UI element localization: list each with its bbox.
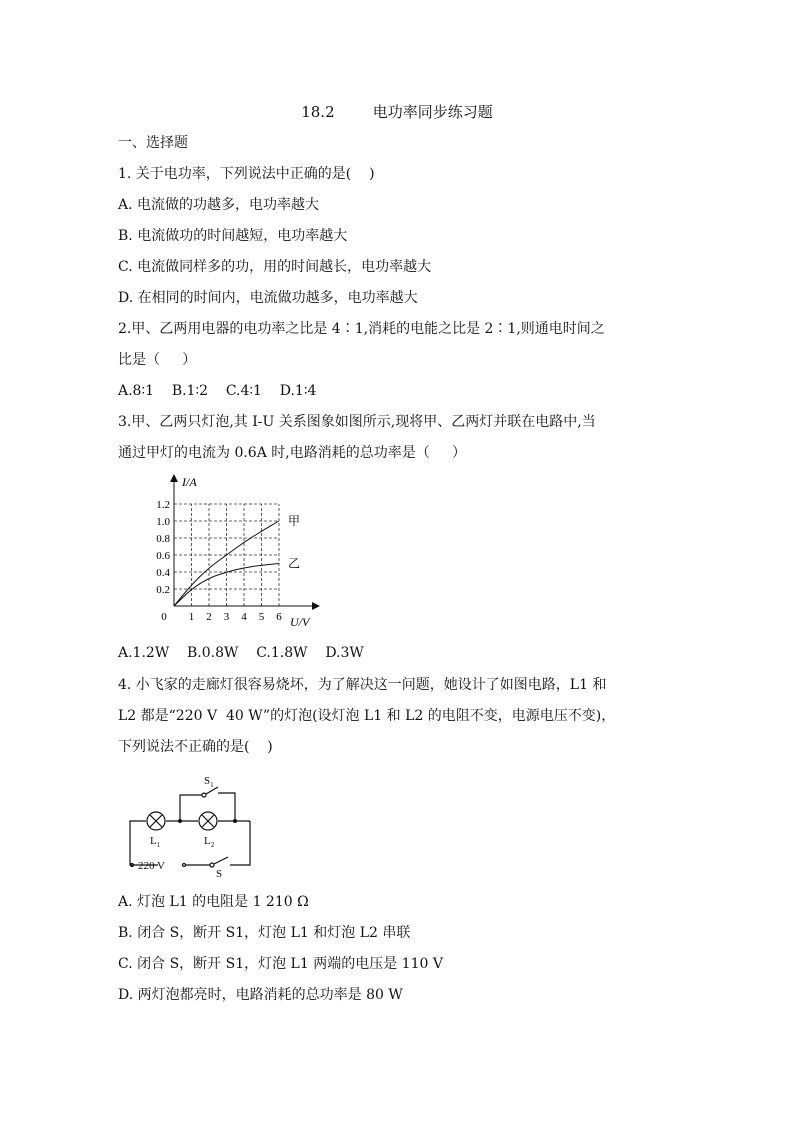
lamp-l2-icon xyxy=(199,812,217,830)
x-tick-label: 5 xyxy=(258,611,265,623)
x-tick-label: 1 xyxy=(188,611,195,623)
q4-stem-line2: L2 都是“220 V 40 W”的灯泡(设灯泡 L1 和 L2 的电阻不变，电源电压不变)， xyxy=(118,708,616,724)
y-tick-label: 0.6 xyxy=(156,550,170,562)
source-voltage-label: 220 V xyxy=(138,860,165,872)
q1-option-d: D. 在相同的时间内，电流做功越多，电功率越大 xyxy=(118,290,418,306)
y-tick-label: 0.2 xyxy=(156,584,170,596)
s1-label: $S_1$ xyxy=(204,775,214,789)
q3-stem-line1: 3.甲、乙两只灯泡,其 I-U 关系图象如图所示,现将甲、乙两灯并联在电路中,当 xyxy=(118,414,596,430)
s-label: S xyxy=(216,868,223,880)
q4-option-d: D. 两灯泡都亮时，电路消耗的总功率是 80 W xyxy=(118,987,403,1003)
q1-option-c: C. 电流做同样多的功，用的时间越长，电功率越大 xyxy=(118,259,432,275)
x-tick-label: 3 xyxy=(223,611,230,623)
lamp-l1-icon xyxy=(147,812,165,830)
q4-stem-line1: 4. 小飞家的走廊灯很容易烧坏，为了解决这一问题，她设计了如图电路，L1 和 xyxy=(118,677,607,693)
iu-chart xyxy=(140,472,330,632)
s-blade xyxy=(214,857,228,864)
q2-options: A.8∶1 B.1∶2 C.4∶1 D.1∶4 xyxy=(118,383,317,399)
y-tick-label: 0.8 xyxy=(156,533,170,545)
y-axis-label: I/A xyxy=(182,475,197,489)
q2-stem-line1: 2.甲、乙两用电器的电功率之比是 4∶1,消耗的电能之比是 2∶1,则通电时间之 xyxy=(118,321,605,337)
x-tick-label: 4 xyxy=(241,611,247,623)
page-title: 18.2 电功率同步练习题 xyxy=(301,103,493,121)
q1-option-a: A. 电流做的功越多，电功率越大 xyxy=(118,197,320,213)
q3-options: A.1.2W B.0.8W C.1.8W D.3W xyxy=(118,645,364,661)
x-tick-label: 2 xyxy=(206,611,212,623)
q1-option-b: B. 电流做功的时间越短，电功率越大 xyxy=(118,228,348,244)
s1-branch-wire-right xyxy=(218,793,235,821)
q1-stem: 1. 关于电功率，下列说法中正确的是( ) xyxy=(118,166,375,182)
l1-label: $L_1$ xyxy=(150,835,161,849)
series-label-2: 乙 xyxy=(288,556,301,571)
y-tick-label: 1.2 xyxy=(156,499,170,511)
q4-option-c: C. 闭合 S，断开 S1，灯泡 L1 两端的电压是 110 V xyxy=(118,956,443,972)
s1-contact-left xyxy=(202,793,206,797)
l2-label: $L_2$ xyxy=(204,835,215,849)
junction-dot-right xyxy=(233,819,237,823)
q4-option-a: A. 灯泡 L1 的电阻是 1 210 Ω xyxy=(118,894,309,910)
x-tick-label: 0 xyxy=(161,611,167,623)
q2-stem-line2: 比是（ ） xyxy=(118,352,197,368)
series-label-1: 甲 xyxy=(288,514,301,528)
q4-stem-line3: 下列说法不正确的是( ) xyxy=(118,739,273,755)
junction-dot-left xyxy=(178,819,182,823)
q3-stem-line2: 通过甲灯的电流为 0.6A 时,电路消耗的总功率是（ ） xyxy=(118,445,466,461)
x-axis-label: U/V xyxy=(290,615,310,629)
q4-option-b: B. 闭合 S，断开 S1，灯泡 L1 和灯泡 L2 串联 xyxy=(118,925,411,941)
x-tick-label: 6 xyxy=(276,611,282,623)
s1-branch-wire xyxy=(180,795,202,821)
source-terminal-right xyxy=(183,864,186,867)
circuit-diagram xyxy=(120,768,260,880)
y-tick-label: 1.0 xyxy=(156,516,170,528)
y-tick-label: 0.4 xyxy=(156,567,170,579)
right-wire xyxy=(230,821,250,865)
s-contact-left xyxy=(210,863,214,867)
section-heading: 一、选择题 xyxy=(118,135,188,151)
